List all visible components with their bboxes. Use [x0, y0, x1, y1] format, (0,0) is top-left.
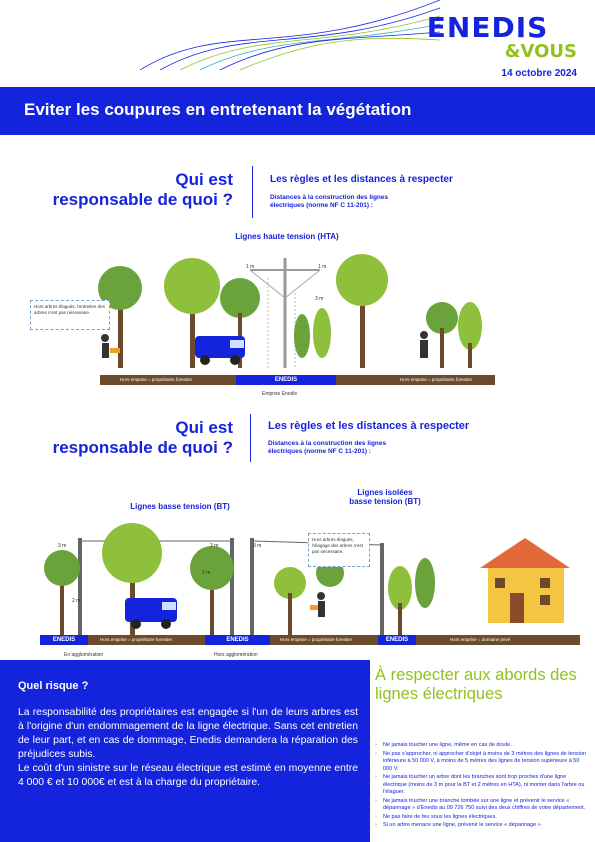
norm-line-2: électriques (norme NF C 11-201) : [270, 202, 373, 209]
info-bubble: Hors arbres élagués, l'élagage des arbres n'est pas nécessaire. [308, 533, 370, 567]
distance-5: 3 m [253, 543, 262, 549]
enedis-tag-3: ENEDIS [378, 635, 416, 645]
page-header [0, 0, 595, 86]
distance-vertical: 3 m [315, 296, 324, 302]
respect-item: › Ne pas s'approcher, ni approcher d'objet à moins de 3 mètres des lignes de tension inférieure à 50 000 V, à moins de 5 mètres des lignes de tension supérieure à 50 000 V. [375, 751, 590, 774]
enedis-tag-1: ENEDIS [40, 635, 88, 645]
vous-logo: &VOUS [504, 41, 577, 62]
ground-label-2: Hors emprise = propriétaire forestier [280, 637, 353, 642]
norm-subtitle [268, 440, 386, 456]
respect-item: › Ne jamais toucher un arbre dont les branches sont trop proches d'une ligne électrique (moins de 3 m pour la BT et 2 mètres en HTA), ni monter dans l'arbre ou l'élaguer. [375, 774, 590, 797]
ground-label-3: Hors emprise = domaine privé [450, 637, 511, 642]
section-heading [30, 418, 233, 458]
distance-2: 2 m [72, 598, 81, 604]
distance-left: 1 m [246, 264, 255, 270]
risk-paragraph-2: Le coût d'un sinistre sur le réseau électrique est estimé en moyenne entre 4 000 € et 10 000€ et est à la charge du propriétaire. [18, 763, 358, 788]
brand-logo [426, 11, 577, 62]
divider [252, 166, 253, 218]
heading-line-2: responsable de quoi ? [52, 190, 233, 209]
respect-item: › Ne pas faire de feu sous les lignes électriques. [375, 814, 590, 822]
title-banner [0, 87, 595, 135]
enedis-logo: ENEDIS [426, 11, 549, 44]
page-title: Eviter les coupures en entretenant la végétation [24, 100, 412, 119]
section-heading [30, 170, 233, 210]
risk-paragraph-1: La responsabilité des propriétaires est engagée si l'un de leurs arbres est à l'origine d'un endommagement de la ligne électrique. Sans cet entretien de leur part, et en cas de dommage, Enedis demandera la réparation des préjudices subis. [18, 707, 358, 760]
norm-line-1: Distances à la construction des lignes [268, 440, 387, 447]
distance-3: 3 m [210, 543, 219, 549]
divider [250, 414, 251, 462]
bt-isolated-line-2: basse tension (BT) [349, 497, 421, 506]
heading-line-1: Qui est [175, 170, 233, 189]
bt-isolated-line-1: Lignes isolées [357, 488, 413, 497]
bt-isolated-label [330, 488, 440, 506]
respect-item: › Ne jamais toucher une ligne, même en cas de doute. [375, 742, 590, 750]
hta-illustration [90, 248, 500, 368]
distance-1: 3 m [58, 543, 67, 549]
enedis-tag: ENEDIS [236, 375, 336, 385]
rules-title: Les règles et les distances à respecter [268, 420, 470, 432]
respect-item: › Ne jamais toucher une branche tombée sur une ligne et prévenir le service « dépannage » d'Enedis au 09 726 750 suivi des deux chiffres de votre département. [375, 798, 590, 813]
heading-line-2: responsable de quoi ? [52, 438, 233, 457]
ground-strip [40, 635, 580, 645]
section-bt [0, 398, 595, 660]
ground-label-left: Hors emprise = propriétaire forestier [120, 377, 193, 382]
distance-4: 2 m [202, 570, 211, 576]
norm-subtitle [270, 194, 388, 210]
heading-line-1: Qui est [175, 418, 233, 437]
under-tag-2: Hors agglomération [214, 652, 258, 658]
respect-item: › Si un arbre menace une ligne, prévenir le service « dépannage » [375, 822, 590, 830]
info-bubble: Hors arbres élagués, l'entretien des arbres n'est pas nécessaire. [30, 300, 110, 330]
risk-body [18, 706, 358, 790]
ground-label-1: Hors emprise = propriétaire forestier [100, 637, 173, 642]
rules-title: Les règles et les distances à respecter [270, 174, 453, 185]
respect-title: À respecter aux abords des lignes électriques [375, 666, 577, 703]
decorative-waves [140, 0, 440, 70]
under-tag-1: En agglomération [64, 652, 104, 658]
risk-title: Quel risque ? [18, 680, 89, 692]
hta-line-label: Lignes haute tension (HTA) [235, 232, 339, 241]
risk-panel [0, 660, 370, 842]
publication-date: 14 octobre 2024 [501, 68, 577, 79]
enedis-tag-2: ENEDIS [205, 635, 270, 645]
respect-list [375, 742, 590, 831]
section-hta [0, 140, 595, 395]
bt-line-label: Lignes basse tension (BT) [130, 502, 230, 511]
norm-line-1: Distances à la construction des lignes [270, 194, 389, 201]
ground-label-right: Hors emprise = propriétaire forestier [400, 377, 473, 382]
norm-line-2: électriques (norme NF C 11-201) : [268, 448, 371, 455]
under-tag: Emprise Enedis [262, 391, 298, 397]
distance-right: 1 m [318, 264, 327, 270]
